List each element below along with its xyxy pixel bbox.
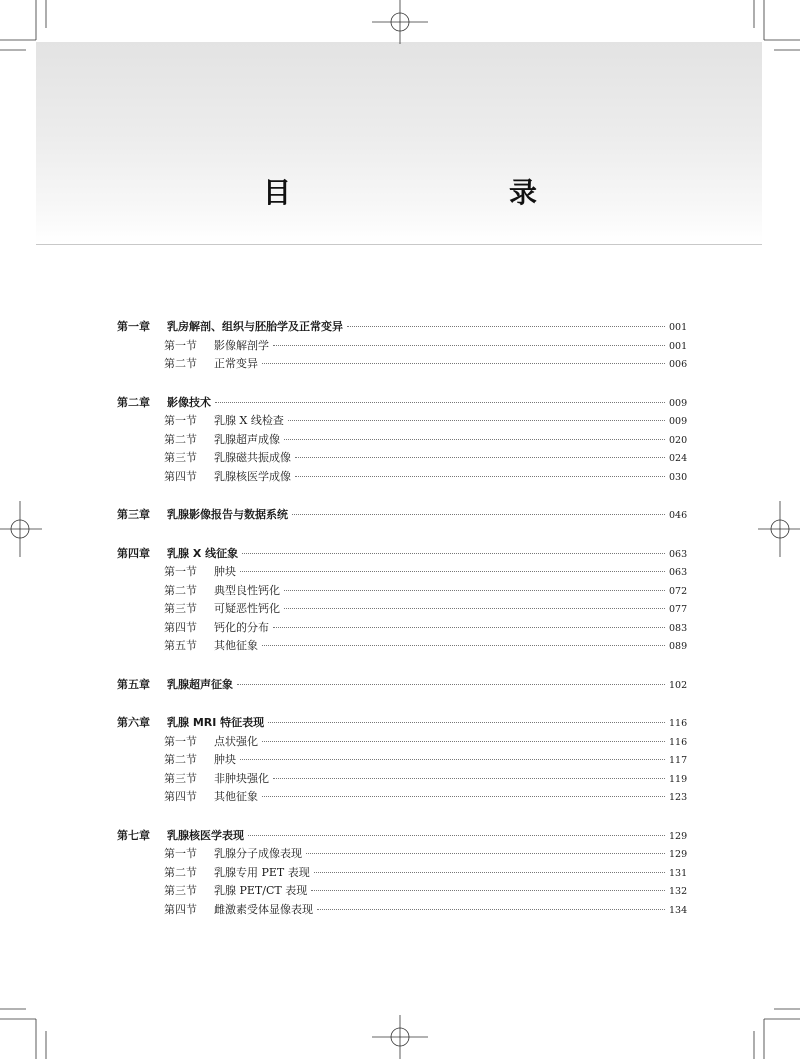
- section-number: 第一节: [164, 847, 197, 860]
- dot-leader: [262, 645, 665, 646]
- section-title: 乳腺 X 线检查: [214, 414, 284, 427]
- toc-chapter: [117, 714, 688, 807]
- section-page-number: 089: [669, 641, 688, 652]
- dot-leader: [317, 909, 665, 910]
- section-number: 第一节: [164, 565, 197, 578]
- section-number: 第四节: [164, 902, 197, 916]
- dot-leader: [314, 872, 665, 873]
- toc-chapter: [117, 506, 688, 525]
- dot-leader: [295, 476, 665, 477]
- section-page-number: 129: [669, 849, 688, 860]
- dot-leader: [262, 796, 665, 797]
- toc-chapter: [117, 394, 688, 487]
- section-entry[interactable]: [117, 901, 688, 920]
- section-page-number: 009: [669, 416, 688, 427]
- section-entry[interactable]: [117, 619, 688, 638]
- section-number: 第二节: [164, 865, 197, 879]
- section-title: 其他征象: [214, 790, 258, 803]
- section-entry[interactable]: [117, 582, 688, 601]
- section-title: 雌激素受体显像表现: [214, 902, 313, 916]
- section-number: 第四节: [164, 620, 197, 634]
- dot-leader: [273, 778, 665, 779]
- dot-leader: [306, 853, 665, 854]
- section-entry[interactable]: [117, 600, 688, 619]
- toc-chapter: [117, 318, 688, 374]
- section-title: 正常变异: [214, 357, 258, 370]
- dot-leader: [295, 457, 665, 458]
- chapter-entry[interactable]: [117, 714, 688, 733]
- chapter-number: 第四章: [117, 546, 150, 560]
- dot-leader: [284, 439, 665, 440]
- section-number: 第五节: [164, 639, 197, 652]
- section-page-number: 134: [669, 904, 688, 916]
- chapter-number: 第三章: [117, 508, 150, 521]
- section-number: 第三节: [164, 884, 197, 897]
- dot-leader: [242, 553, 665, 554]
- section-page-number: 116: [669, 736, 688, 748]
- section-entry[interactable]: [117, 733, 688, 752]
- section-page-number: 117: [669, 755, 688, 766]
- dot-leader: [237, 684, 665, 685]
- chapter-number: 第七章: [117, 828, 150, 842]
- chapter-number: 第六章: [117, 716, 150, 729]
- chapter-page-number: 129: [669, 830, 688, 842]
- chapter-entry[interactable]: [117, 506, 688, 525]
- section-entry[interactable]: [117, 563, 688, 582]
- section-number: 第四节: [164, 469, 197, 483]
- chapter-title: 乳腺影像报告与数据系统: [167, 508, 288, 521]
- dot-leader: [262, 741, 665, 742]
- dot-leader: [273, 627, 665, 628]
- section-page-number: 020: [669, 434, 688, 446]
- chapter-title: 乳腺 MRI 特征表现: [167, 716, 265, 729]
- section-entry[interactable]: [117, 845, 688, 864]
- section-entry[interactable]: [117, 770, 688, 789]
- section-page-number: 001: [669, 340, 688, 352]
- section-page-number: 077: [669, 604, 688, 615]
- chapter-entry[interactable]: [117, 394, 688, 413]
- section-title: 点状强化: [214, 734, 258, 748]
- dot-leader: [262, 363, 665, 364]
- dot-leader: [240, 759, 665, 760]
- header-divider: [36, 244, 762, 245]
- section-page-number: 132: [669, 886, 688, 897]
- section-entry[interactable]: [117, 337, 688, 356]
- section-page-number: 063: [669, 567, 688, 578]
- section-page-number: 131: [669, 867, 688, 879]
- dot-leader: [311, 890, 665, 891]
- chapter-entry[interactable]: [117, 827, 688, 846]
- section-number: 第一节: [164, 338, 197, 352]
- section-title: 典型良性钙化: [214, 583, 280, 597]
- chapter-page-number: 116: [669, 718, 688, 729]
- section-entry[interactable]: [117, 449, 688, 468]
- chapter-number: 第五章: [117, 677, 150, 691]
- dot-leader: [347, 326, 665, 327]
- section-entry[interactable]: [117, 882, 688, 901]
- section-page-number: 072: [669, 585, 688, 597]
- toc-chapter: [117, 545, 688, 656]
- section-number: 第二节: [164, 432, 197, 446]
- section-title: 乳腺专用 PET 表现: [214, 865, 310, 879]
- dot-leader: [284, 608, 665, 609]
- chapter-page-number: 009: [669, 397, 688, 409]
- section-title: 非肿块强化: [214, 771, 269, 785]
- section-entry[interactable]: [117, 412, 688, 431]
- chapter-title: 影像技术: [167, 395, 211, 409]
- page-title: 目 录: [262, 176, 591, 209]
- section-entry[interactable]: [117, 788, 688, 807]
- section-entry[interactable]: [117, 864, 688, 883]
- dot-leader: [288, 420, 665, 421]
- section-number: 第三节: [164, 771, 197, 785]
- section-title: 影像解剖学: [214, 338, 269, 352]
- section-number: 第一节: [164, 734, 197, 748]
- section-page-number: 006: [669, 359, 688, 370]
- section-title: 肿块: [214, 753, 236, 766]
- section-number: 第二节: [164, 753, 197, 766]
- chapter-entry[interactable]: [117, 545, 688, 564]
- section-title: 乳腺核医学成像: [214, 469, 291, 483]
- section-title: 肿块: [214, 565, 236, 578]
- section-title: 乳腺超声成像: [214, 432, 280, 446]
- section-title: 钙化的分布: [214, 620, 269, 634]
- dot-leader: [268, 722, 665, 723]
- section-page-number: 083: [669, 622, 688, 634]
- section-page-number: 123: [669, 792, 688, 803]
- section-page-number: 119: [669, 773, 688, 785]
- toc-chapter: [117, 827, 688, 920]
- section-number: 第三节: [164, 602, 197, 615]
- table-of-contents: [117, 318, 688, 919]
- dot-leader: [240, 571, 665, 572]
- section-title: 其他征象: [214, 639, 258, 652]
- section-number: 第一节: [164, 414, 197, 427]
- section-entry[interactable]: [117, 431, 688, 450]
- section-number: 第三节: [164, 451, 197, 464]
- dot-leader: [273, 345, 665, 346]
- chapter-page-number: 046: [669, 510, 688, 521]
- chapter-title: 乳腺核医学表现: [167, 828, 244, 842]
- section-page-number: 030: [669, 471, 688, 483]
- toc-chapter: [117, 676, 688, 695]
- section-page-number: 024: [669, 453, 688, 464]
- dot-leader: [215, 402, 665, 403]
- section-entry[interactable]: [117, 637, 688, 656]
- dot-leader: [284, 590, 665, 591]
- section-title: 乳腺磁共振成像: [214, 451, 291, 464]
- chapter-number: 第一章: [117, 320, 150, 333]
- section-number: 第二节: [164, 357, 197, 370]
- dot-leader: [248, 835, 665, 836]
- section-title: 乳腺分子成像表现: [214, 847, 302, 860]
- chapter-title: 乳腺 X 线征象: [167, 546, 239, 560]
- section-entry[interactable]: [117, 355, 688, 374]
- header-band: [36, 42, 762, 244]
- chapter-title: 乳腺超声征象: [167, 677, 233, 691]
- section-number: 第二节: [164, 583, 197, 597]
- section-title: 可疑恶性钙化: [214, 602, 280, 615]
- chapter-entry[interactable]: [117, 676, 688, 695]
- section-number: 第四节: [164, 790, 197, 803]
- chapter-page-number: 102: [669, 679, 688, 691]
- chapter-page-number: 001: [669, 322, 688, 333]
- chapter-entry[interactable]: [117, 318, 688, 337]
- section-title: 乳腺 PET/CT 表现: [214, 884, 308, 897]
- chapter-page-number: 063: [669, 548, 688, 560]
- chapter-title: 乳房解剖、组织与胚胎学及正常变异: [167, 320, 343, 333]
- section-entry[interactable]: [117, 468, 688, 487]
- chapter-number: 第二章: [117, 395, 150, 409]
- dot-leader: [292, 514, 665, 515]
- section-entry[interactable]: [117, 751, 688, 770]
